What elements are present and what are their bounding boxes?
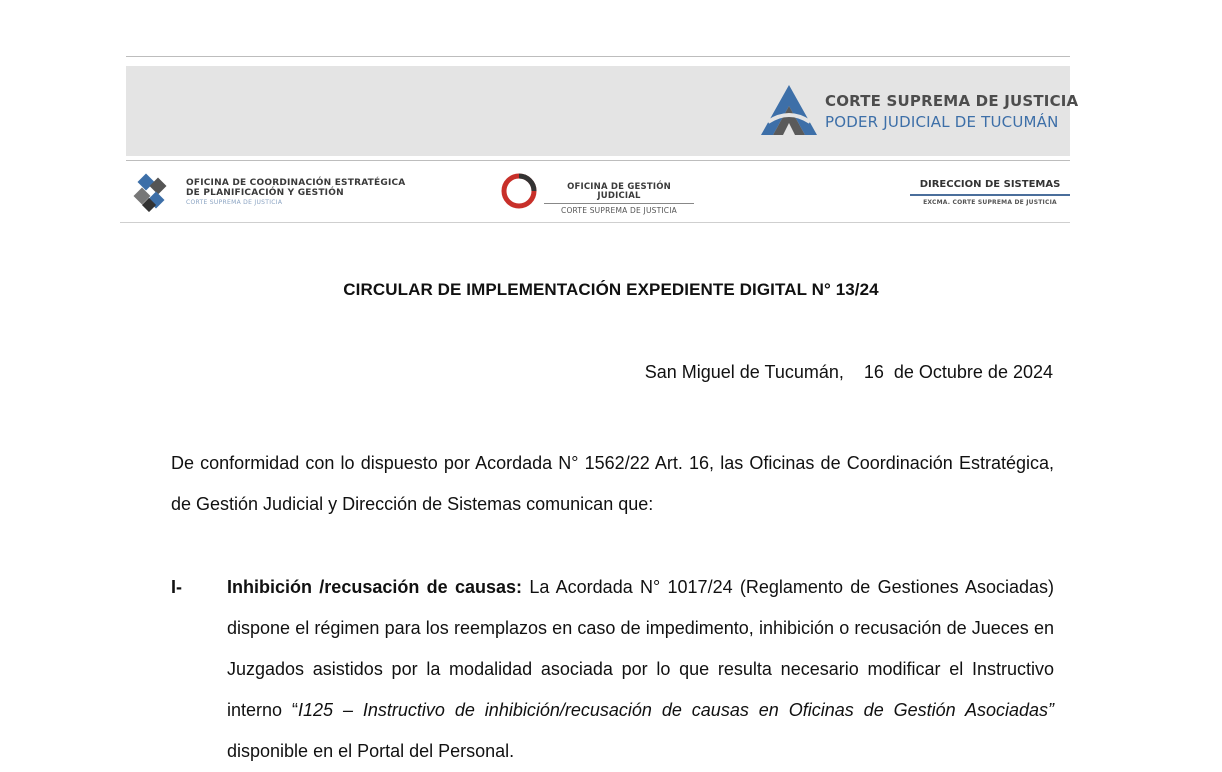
header-mid-rule: [126, 160, 1070, 161]
header-top-rule: [126, 56, 1070, 57]
circular-title: CIRCULAR DE IMPLEMENTACIÓN EXPEDIENTE DIGITAL N° 13/24: [343, 280, 879, 299]
oce-title-line2: DE PLANIFICACIÓN Y GESTIÓN: [186, 188, 344, 199]
item-text-b: disponible en el Portal del Personal.: [227, 741, 515, 761]
item-italic-title: I125 – Instructivo de inhibición/recusación de causas en Oficinas de Gestión Asociadas”: [297, 700, 1054, 720]
intro-paragraph: De conformidad con lo dispuesto por Acordada N° 1562/22 Art. 16, las Oficinas de Coordinación Estratégica, de Gestión Judicial y Dirección de Sistemas comunican que:: [171, 453, 1054, 514]
oce-title-block: [186, 178, 405, 207]
item-heading: Inhibición /recusación de causas:: [227, 577, 523, 597]
item-paragraph: [227, 567, 1054, 772]
csj-title-line1: CORTE SUPREMA DE JUSTICIA: [825, 92, 1079, 110]
csj-triangle-logo-icon: [758, 82, 820, 138]
csj-title-line2: PODER JUDICIAL DE TUCUMÁN: [825, 113, 1059, 131]
ds-title-line1: DIRECCION DE SISTEMAS: [910, 180, 1070, 196]
ogj-title-line2: CORTE SUPREMA DE JUSTICIA: [561, 206, 677, 215]
ogj-title-line1: OFICINA DE GESTIÓN JUDICIAL: [544, 183, 694, 204]
ogj-title-block: [544, 183, 694, 215]
oce-puzzle-logo-icon: [132, 172, 174, 212]
item-number: I-: [171, 577, 182, 597]
ogj-ring-logo-icon: [500, 172, 538, 210]
ds-title-line2: EXCMA. CORTE SUPREMA DE JUSTICIA: [923, 199, 1057, 206]
csj-title-block: [825, 94, 1078, 130]
ds-title-block: [910, 180, 1070, 206]
header-bottom-rule: [120, 222, 1070, 223]
item-text-a: La Acordada N° 1017/24 (Reglamento de Gestiones Asociadas) dispone el régimen para los reemplazos en caso de impedimento, inhibición o recusación de Jueces en Juzgados asistidos por la modalidad asociada por lo que resulta necesario modificar el Instructivo interno “: [227, 577, 1054, 720]
oce-title-line1: OFICINA DE COORDINACIÓN ESTRATÉGICA: [186, 178, 406, 188]
dateline: San Miguel de Tucumán, 16 de Octubre de 2024: [644, 362, 1053, 382]
oce-title-line3: CORTE SUPREMA DE JUSTICIA: [186, 198, 283, 206]
